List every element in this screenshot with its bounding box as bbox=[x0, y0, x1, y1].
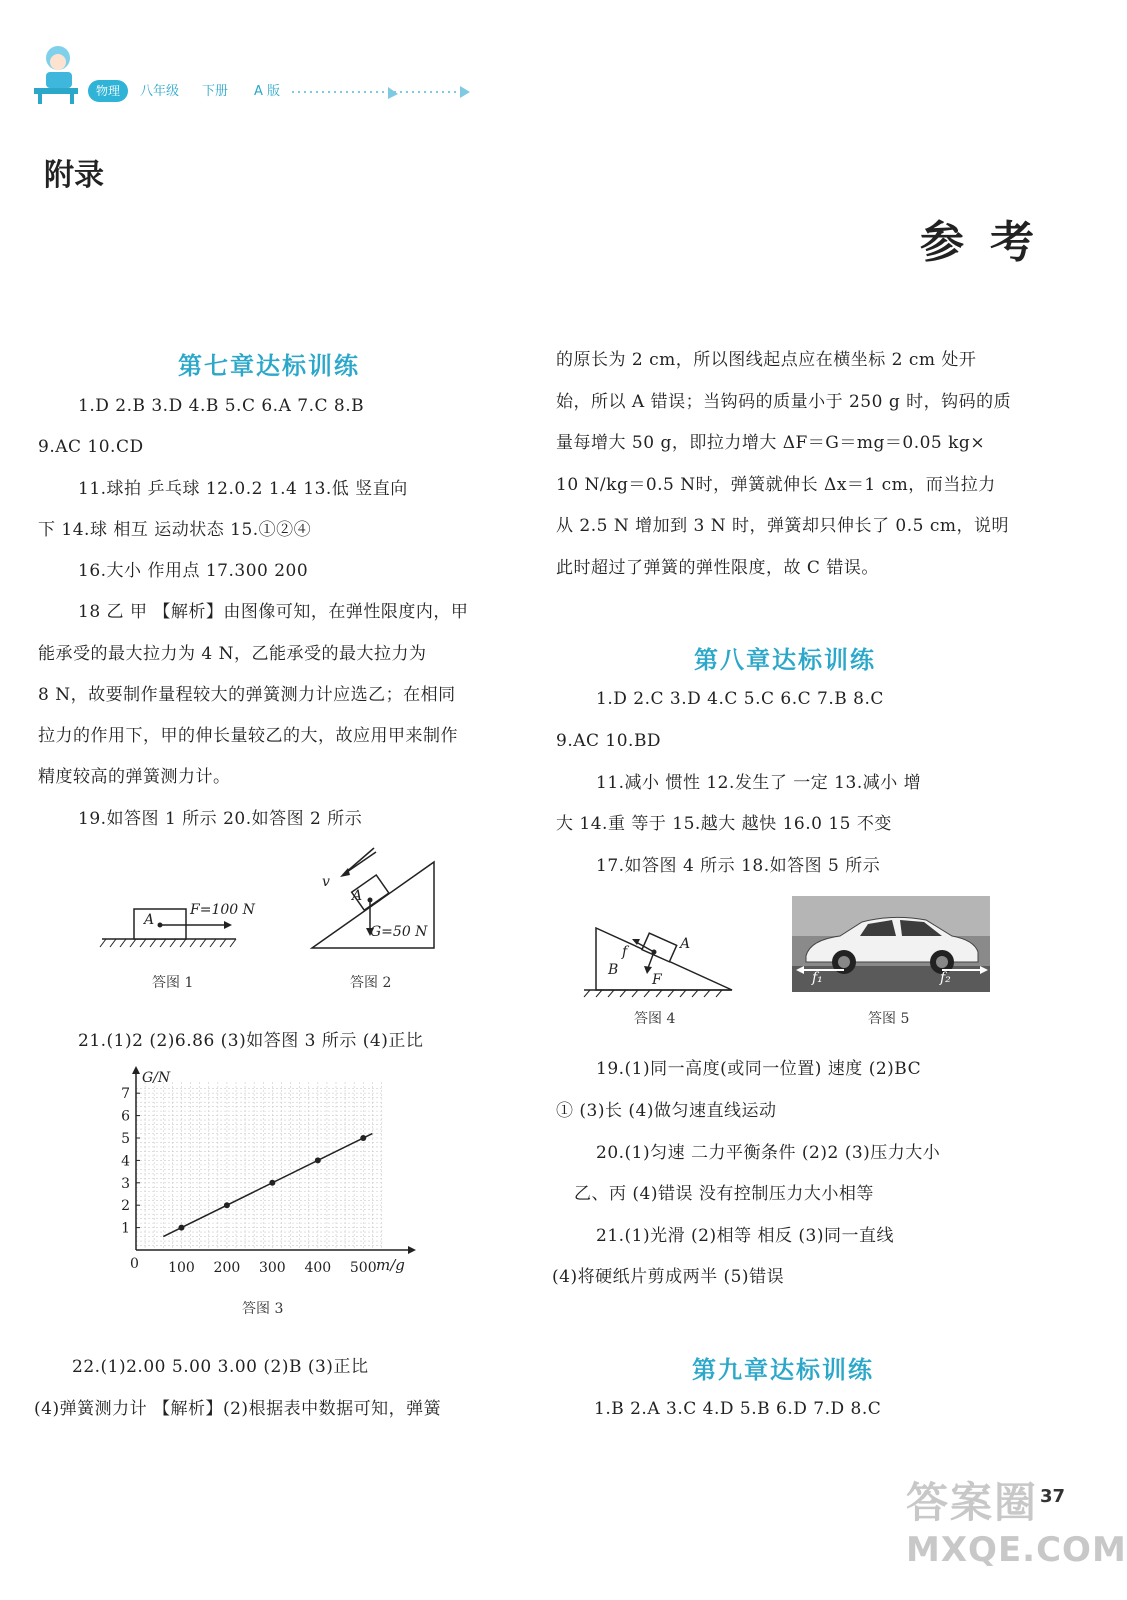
answer-line: 16.大小 作用点 17.300 200 bbox=[78, 561, 309, 581]
y-tick-label: 4 bbox=[121, 1153, 130, 1170]
series-line bbox=[163, 1134, 372, 1237]
figure-2 bbox=[300, 848, 450, 958]
answer-line: (4)将硬纸片剪成两半 (5)错误 bbox=[552, 1267, 785, 1287]
answer-line: 19.(1)同一高度(或同一位置) 速度 (2)BC bbox=[596, 1059, 922, 1079]
answer-line: 1.B 2.A 3.C 4.D 5.B 6.D 7.D 8.C bbox=[594, 1399, 882, 1419]
figure-4 bbox=[580, 920, 740, 1000]
answer-line: 大 14.重 等于 15.越大 越快 16.0 15 不变 bbox=[556, 814, 892, 834]
fig5-label-f1: f₁ bbox=[812, 970, 823, 986]
y-tick-label: 1 bbox=[121, 1220, 130, 1237]
volume-label: 下册 bbox=[202, 84, 229, 99]
fig1-block-label: A bbox=[144, 912, 155, 928]
answer-line-q22: (4)弹簧测力计 【解析】(2)根据表中数据可知，弹簧 bbox=[34, 1399, 442, 1419]
answer-line: 下 14.球 相互 运动状态 15.①②④ bbox=[38, 520, 312, 540]
x-axis-arrow bbox=[408, 1246, 416, 1254]
answer-line: 精度较高的弹簧测力计。 bbox=[38, 767, 231, 787]
answer-line-q21: 21.(1)2 (2)6.86 (3)如答图 3 所示 (4)正比 bbox=[78, 1031, 424, 1051]
grade-label: 八年级 bbox=[140, 84, 180, 99]
y-tick-label: 5 bbox=[121, 1131, 130, 1147]
answer-line: 9.AC 10.CD bbox=[38, 437, 144, 457]
fig2-velocity-label: v bbox=[322, 874, 330, 890]
data-point bbox=[178, 1225, 184, 1231]
mascot-icon bbox=[30, 42, 82, 106]
answer-line: 21.(1)光滑 (2)相等 相反 (3)同一直线 bbox=[596, 1226, 894, 1246]
page-number: 37 bbox=[1040, 1486, 1066, 1507]
edition-label: A 版 bbox=[254, 84, 281, 99]
answer-line: 乙、丙 (4)错误 没有控制压力大小相等 bbox=[574, 1184, 874, 1204]
fig2-block-label: A bbox=[352, 888, 363, 904]
fig5-label-f2: f₂ bbox=[940, 970, 951, 986]
appendix-title: 附录 bbox=[44, 158, 104, 193]
fig3-caption: 答图 3 bbox=[242, 1301, 284, 1317]
x-tick-label: 400 bbox=[304, 1260, 332, 1276]
y-axis-arrow bbox=[132, 1066, 140, 1074]
fig4-label-F: F bbox=[652, 972, 662, 988]
fig2-caption: 答图 2 bbox=[350, 975, 392, 991]
answer-line: 从 2.5 N 增加到 3 N 时，弹簧却只伸长了 0.5 cm，说明 bbox=[556, 516, 1010, 536]
data-point bbox=[360, 1135, 366, 1141]
fig1-caption: 答图 1 bbox=[152, 975, 194, 991]
x-tick-label: 500 bbox=[349, 1260, 377, 1276]
answer-line: 能承受的最大拉力为 4 N，乙能承受的最大拉力为 bbox=[38, 644, 427, 664]
header-dotted-arrow bbox=[292, 84, 472, 104]
chapter8-title: 第八章达标训练 bbox=[694, 646, 876, 674]
answer-line: 8 N，故要制作量程较大的弹簧测力计应选乙；在相同 bbox=[38, 685, 456, 705]
figure-3-chart bbox=[100, 1066, 420, 1288]
watermark-top: 答案圈 bbox=[906, 1478, 1039, 1527]
subject-badge: 物理 bbox=[88, 80, 128, 102]
chapter7-title: 第七章达标训练 bbox=[178, 352, 360, 380]
answer-line: 始，所以 A 错误；当钩码的质量小于 250 g 时，钩码的质 bbox=[556, 392, 1012, 412]
answer-line: 量每增大 50 g，即拉力增大 ΔF＝G＝mg＝0.05 kg× bbox=[556, 433, 986, 453]
answer-line: 19.如答图 1 所示 20.如答图 2 所示 bbox=[78, 809, 363, 829]
answer-line: 1.D 2.C 3.D 4.C 5.C 6.C 7.B 8.C bbox=[596, 689, 884, 709]
fig4-label-A: A bbox=[680, 936, 691, 952]
y-tick-label: 3 bbox=[121, 1175, 130, 1192]
answer-line: 10 N/kg＝0.5 N时，弹簧就伸长 Δx＝1 cm，而当拉力 bbox=[556, 475, 996, 495]
x-tick-label: 200 bbox=[213, 1260, 241, 1276]
x-tick-label: 300 bbox=[258, 1260, 286, 1276]
x-tick-label: 100 bbox=[168, 1260, 195, 1276]
fig4-label-f: f bbox=[622, 944, 628, 960]
watermark-bottom: MXQE.COM bbox=[906, 1530, 1127, 1570]
answer-line: 11.减小 惯性 12.发生了 一定 13.减小 增 bbox=[596, 773, 922, 793]
answer-line: 9.AC 10.BD bbox=[556, 731, 662, 751]
answer-line: 18 乙 甲 【解析】由图像可知，在弹性限度内，甲 bbox=[78, 602, 469, 622]
data-point bbox=[224, 1202, 230, 1208]
fig2-gravity-label: G=50 N bbox=[370, 924, 428, 940]
chapter9-title: 第九章达标训练 bbox=[692, 1356, 874, 1384]
y-tick-label: 6 bbox=[121, 1108, 130, 1125]
y-tick-label: 2 bbox=[121, 1198, 130, 1215]
fig3-ylabel: G/N bbox=[142, 1070, 171, 1086]
fig4-caption: 答图 4 bbox=[634, 1011, 676, 1027]
answer-line: 20.(1)匀速 二力平衡条件 (2)2 (3)压力大小 bbox=[596, 1143, 941, 1163]
data-point bbox=[315, 1157, 321, 1163]
fig1-force-label: F=100 N bbox=[190, 902, 255, 918]
answer-line: 此时超过了弹簧的弹性限度，故 C 错误。 bbox=[556, 558, 879, 578]
y-tick-label: 7 bbox=[121, 1086, 130, 1103]
fig5-caption: 答图 5 bbox=[868, 1011, 910, 1027]
fig4-label-B: B bbox=[608, 962, 619, 978]
data-point bbox=[269, 1180, 275, 1186]
fig3-xlabel: m/g bbox=[376, 1256, 405, 1274]
answer-line: 拉力的作用下，甲的伸长量较乙的大，故应用甲来制作 bbox=[38, 726, 458, 746]
fig3-origin-label: 0 bbox=[130, 1256, 139, 1272]
answer-line-q22: 22.(1)2.00 5.00 3.00 (2)B (3)正比 bbox=[72, 1357, 369, 1377]
answer-line: ① (3)长 (4)做匀速直线运动 bbox=[556, 1101, 777, 1121]
answer-line: 1.D 2.B 3.D 4.B 5.C 6.A 7.C 8.B bbox=[78, 396, 365, 416]
answer-line: 11.球拍 乒乓球 12.0.2 1.4 13.低 竖直向 bbox=[78, 479, 408, 499]
answer-line: 的原长为 2 cm，所以图线起点应在横坐标 2 cm 处开 bbox=[556, 350, 977, 370]
reference-title: 参考 bbox=[920, 217, 1060, 268]
answer-line: 17.如答图 4 所示 18.如答图 5 所示 bbox=[596, 856, 881, 876]
